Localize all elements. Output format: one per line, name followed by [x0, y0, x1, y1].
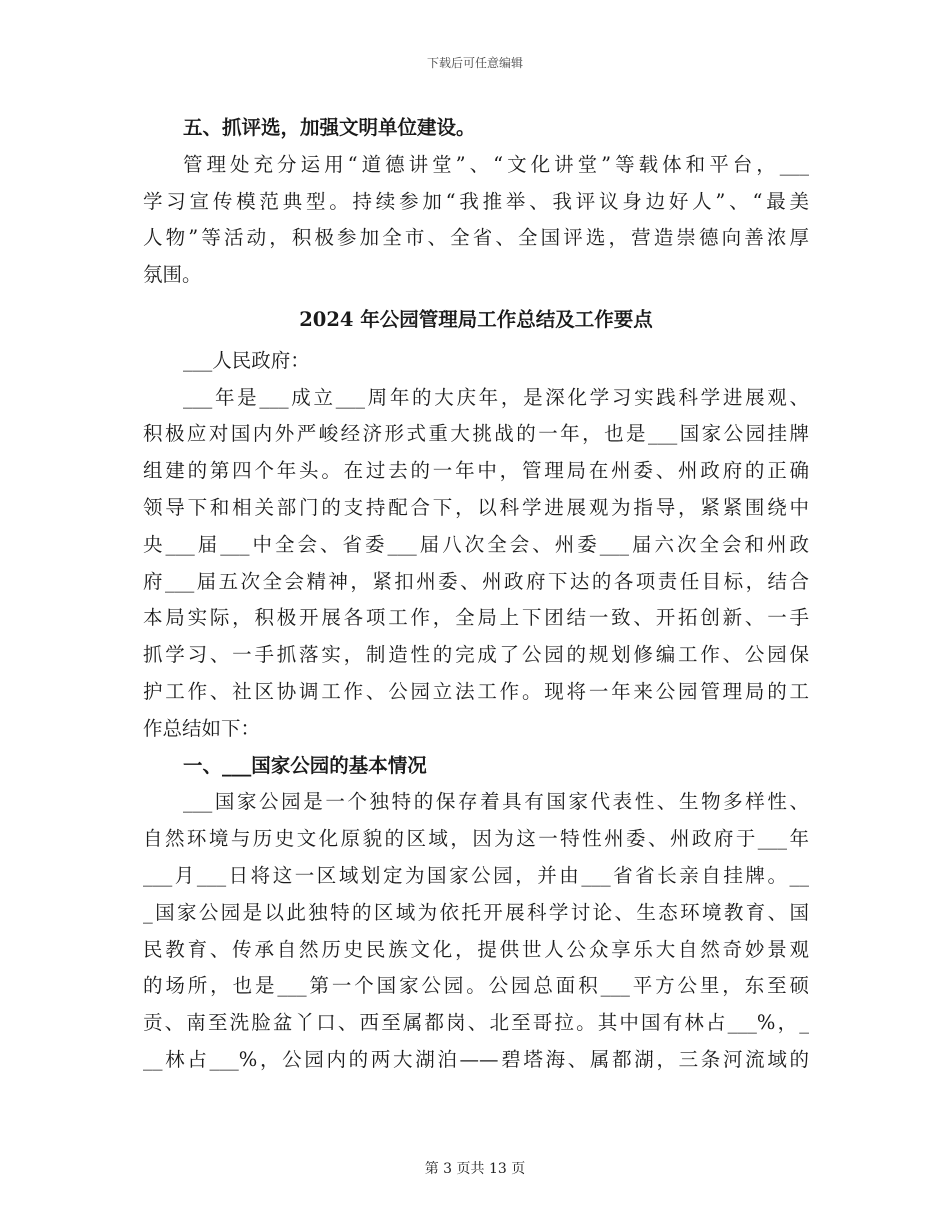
paragraph-line: 自然环境与历史文化原貌的区域，因为这一特性州委、州政府于___年 — [143, 827, 809, 851]
paragraph-line: 领导下和相关部门的支持配合下，以科学进展观为指导，紧紧围绕中 — [143, 495, 809, 519]
paragraph-line: ___年是___成立___周年的大庆年，是深化学习实践科学进展观、 — [183, 385, 809, 409]
page-footer: 第 3 页共 13 页 — [424, 1161, 526, 1177]
page-header: 下载后可任意编辑 — [426, 56, 523, 70]
document-body — [143, 110, 809, 1079]
paragraph-line: 央___届___中全会、省委___届八次全会、州委___届六次全会和州政 — [143, 532, 809, 556]
paragraph-line: ___国家公园是一个独特的保存着具有国家代表性、生物多样性、 — [183, 790, 809, 814]
paragraph-line: 人物”等活动，积极参加全市、全省、全国评选，营造崇德向善浓厚 — [143, 226, 809, 250]
salutation: ___人民政府： — [183, 348, 310, 372]
section-heading: 一、___国家公园的基本情况 — [183, 753, 427, 777]
paragraph-line: 组建的第四个年头。在过去的一年中，管理局在州委、州政府的正确 — [143, 459, 809, 483]
paragraph-line: 积极应对国内外严峻经济形式重大挑战的一年，也是___国家公园挂牌 — [143, 422, 809, 446]
paragraph-line: __林占___%，公园内的两大湖泊——碧塔海、属都湖，三条河流域的 — [143, 1047, 809, 1071]
paragraph-line: 本局实际，积极开展各项工作，全局上下团结一致、开拓创新、一手 — [143, 606, 809, 630]
paragraph-line: _国家公园是以此独特的区域为依托开展科学讨论、生态环境教育、国 — [143, 900, 809, 924]
paragraph-line: 府___届五次全会精神，紧扣州委、州政府下达的各项责任目标，结合 — [143, 569, 809, 593]
paragraph-line: 抓学习、一手抓落实，制造性的完成了公园的规划修编工作、公园保 — [143, 643, 809, 667]
section-heading: 五、抓评选，加强文明单位建设。 — [183, 116, 476, 139]
paragraph-line: ___月___日将这一区域划定为国家公园，并由___省省长亲自挂牌。__ — [143, 863, 809, 887]
document-title: 2024 年公园管理局工作总结及工作要点 — [299, 307, 653, 331]
paragraph-line: 管理处充分运用“道德讲堂”、“文化讲堂”等载体和平台，___ — [183, 152, 809, 176]
paragraph-line: 作总结如下： — [143, 716, 261, 740]
paragraph-line: 贡、南至洗脸盆丫口、西至属都岗、北至哥拉。其中国有林占___%，_ — [143, 1011, 809, 1035]
paragraph-line: 氛围。 — [143, 263, 202, 287]
paragraph-line: 民教育、传承自然历史民族文化，提供世人公众享乐大自然奇妙景观 — [143, 937, 809, 961]
paragraph-line: 护工作、社区协调工作、公园立法工作。现将一年来公园管理局的工 — [143, 679, 809, 703]
paragraph-line: 的场所，也是___第一个国家公园。公园总面积___平方公里，东至硕 — [143, 974, 809, 998]
paragraph-line: 学习宣传模范典型。持续参加“我推举、我评议身边好人”、“最美 — [143, 189, 809, 213]
